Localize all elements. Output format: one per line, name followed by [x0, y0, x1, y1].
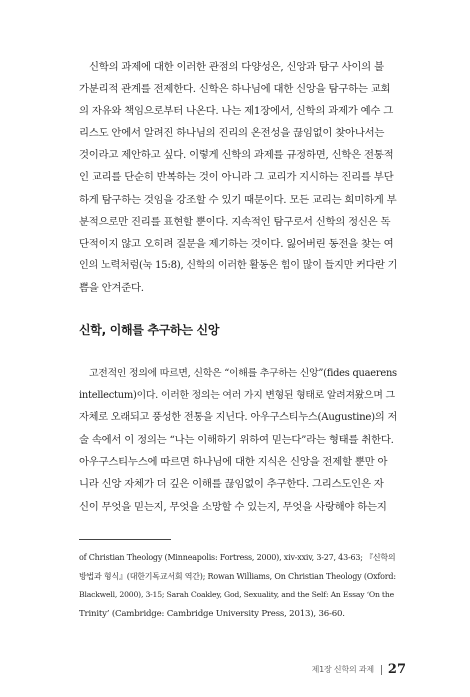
page-number: 27 [387, 662, 406, 677]
footnote-line: Trinity’ (Cambridge: Cambridge University Press, 2013), 36-60. [79, 608, 345, 619]
text-line: 단적이지 않고 오히려 질문을 제기하는 것이다. 잃어버린 동전을 찾는 여 [79, 237, 394, 250]
text-line: 신이 무엇을 믿는지, 무엇을 소망할 수 있는지, 무엇을 사랑해야 하는지 [79, 500, 387, 513]
footnote-line: 방법과 형식』(대한기독교서회 역간); Rowan Williams, On Christian Theology (Oxford: [79, 571, 396, 581]
section-heading: 신학, 이해를 추구하는 신앙 [79, 323, 220, 337]
text-line: 분적으로만 진리를 표현할 뿐이다. 지속적인 탐구로서 신학의 정신은 독 [79, 215, 391, 228]
running-head: 제1장 신학의 과제 [311, 665, 374, 674]
text-line: 의 자유와 책임으로부터 나온다. 나는 제1장에서, 신학의 과제가 예수 그 [79, 105, 393, 118]
text-line: 아우구스티누스에 따르면 하나님에 대한 지식은 신앙을 전제할 뿐만 아 [79, 456, 388, 469]
text-line: 인 교리를 단순히 반복하는 것이 아니라 그 교리가 지시하는 진리를 부단 [79, 171, 394, 184]
footnote-line: Blackwell, 2000), 3-15; Sarah Coakley, God, Sexuality, and the Self: An Essay ‘On the [79, 590, 394, 600]
text-line: 것이라고 제안하고 싶다. 이렇게 신학의 과제를 규정하면, 신학은 전통적 [79, 149, 394, 162]
text-line: 인의 노력처럼(눅 15:8), 신학의 이러한 활동은 힘이 많이 들지만 커다란 기 [79, 259, 398, 271]
page-footer [0, 659, 406, 678]
body-paragraph-2 [79, 363, 397, 518]
footnote-line: of Christian Theology (Minneapolis: Fortress, 2000), xiv-xxiv, 3-27, 43-63; 『신학의 [79, 553, 396, 562]
footnote-divider [79, 539, 171, 540]
text-line: 자체로 오래되고 풍성한 전통을 지닌다. 아우구스티누스(Augustine)의 저 [79, 412, 398, 424]
text-line: intellectum)이다. 이러한 정의는 여러 가지 변형된 형태로 알려져왔으며 그 [79, 390, 395, 402]
footer-separator [381, 665, 382, 675]
text-line: 리스도 안에서 알려진 하나님의 진리의 온전성을 끊임없이 찾아나서는 [79, 127, 385, 140]
text-line: 쁨을 안겨준다. [79, 281, 144, 294]
text-line: 하게 탐구하는 것임을 강조할 수 있기 때문이다. 모든 교리는 희미하게 부 [79, 193, 397, 206]
text-line: 니라 신앙 자체가 더 깊은 이해를 끊임없이 추구한다. 그리스도인은 자 [79, 478, 384, 491]
text-line: 술 속에서 이 정의는 “나는 이해하기 위하여 믿는다”라는 형태를 취한다. [79, 434, 394, 447]
text-line: 가분리적 관계를 전제한다. 신학은 하나님에 대한 신앙을 탐구하는 교회 [79, 83, 391, 96]
footnote [79, 549, 397, 623]
text-line: 신학의 과제에 대한 이러한 관점의 다양성은, 신앙과 탐구 사이의 불 [89, 61, 384, 73]
text-line: 고전적인 정의에 따르면, 신학은 “이해를 추구하는 신앙”(fides quaerens [89, 368, 397, 379]
body-paragraph-1 [79, 56, 397, 299]
